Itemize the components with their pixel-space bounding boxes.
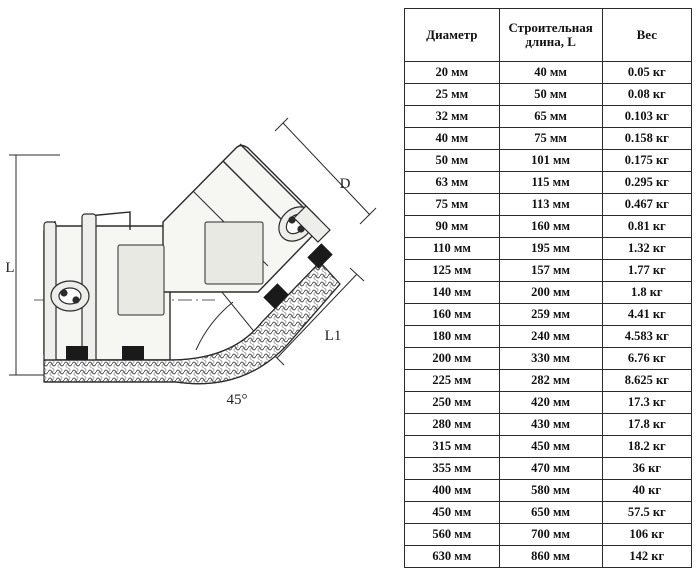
spec-table-container [404,8,692,568]
cell-length: 50 мм [499,84,602,106]
cell-diameter: 50 мм [405,150,500,172]
cell-length: 450 мм [499,436,602,458]
table-row [405,150,692,172]
cell-weight: 17.8 кг [602,414,691,436]
cell-weight: 106 кг [602,524,691,546]
table-row [405,282,692,304]
cell-diameter: 32 мм [405,106,500,128]
cell-length: 580 мм [499,480,602,502]
dimension-label-l: L [5,260,15,276]
cell-weight: 40 кг [602,480,691,502]
cell-diameter: 160 мм [405,304,500,326]
table-row [405,480,692,502]
cell-diameter: 90 мм [405,216,500,238]
cell-length: 195 мм [499,238,602,260]
cell-weight: 6.76 кг [602,348,691,370]
cell-weight: 0.467 кг [602,194,691,216]
cell-weight: 1.77 кг [602,260,691,282]
cell-weight: 0.295 кг [602,172,691,194]
cell-length: 75 мм [499,128,602,150]
cell-diameter: 25 мм [405,84,500,106]
cell-weight: 0.81 кг [602,216,691,238]
cell-length: 113 мм [499,194,602,216]
cell-diameter: 280 мм [405,414,500,436]
table-row [405,502,692,524]
table-row [405,458,692,480]
cell-diameter: 315 мм [405,436,500,458]
cell-weight: 0.08 кг [602,84,691,106]
cell-weight: 4.583 кг [602,326,691,348]
cell-weight: 57.5 кг [602,502,691,524]
cell-length: 860 мм [499,546,602,568]
table-row [405,106,692,128]
cell-length: 420 мм [499,392,602,414]
cell-length: 101 мм [499,150,602,172]
cell-weight: 4.41 кг [602,304,691,326]
cell-diameter: 180 мм [405,326,500,348]
cell-length: 157 мм [499,260,602,282]
cell-diameter: 355 мм [405,458,500,480]
cell-diameter: 40 мм [405,128,500,150]
cell-weight: 17.3 кг [602,392,691,414]
table-row [405,370,692,392]
spec-table [404,8,692,568]
table-row [405,304,692,326]
table-row [405,436,692,458]
cell-length: 240 мм [499,326,602,348]
cell-weight: 8.625 кг [602,370,691,392]
table-row [405,392,692,414]
cell-length: 115 мм [499,172,602,194]
header-length-line1: Строительная [508,20,593,36]
table-row [405,326,692,348]
header-length-line2: длина, L [525,34,576,49]
cell-weight: 18.2 кг [602,436,691,458]
cell-length: 282 мм [499,370,602,392]
table-row [405,128,692,150]
cell-diameter: 20 мм [405,62,500,84]
table-header-row [405,9,692,62]
table-row [405,524,692,546]
cell-diameter: 250 мм [405,392,500,414]
cell-diameter: 560 мм [405,524,500,546]
cell-diameter: 400 мм [405,480,500,502]
spec-table-head [405,9,692,62]
cell-length: 650 мм [499,502,602,524]
cell-length: 65 мм [499,106,602,128]
cell-diameter: 110 мм [405,238,500,260]
cell-diameter: 200 мм [405,348,500,370]
cell-length: 160 мм [499,216,602,238]
cell-diameter: 125 мм [405,260,500,282]
header-weight: Вес [602,9,691,62]
cell-length: 700 мм [499,524,602,546]
cell-diameter: 450 мм [405,502,500,524]
cell-length: 200 мм [499,282,602,304]
cell-weight: 0.158 кг [602,128,691,150]
table-row [405,216,692,238]
cell-weight: 36 кг [602,458,691,480]
cell-weight: 142 кг [602,546,691,568]
dimension-label-l1: L1 [324,328,342,344]
angle-label: 45° [226,392,248,408]
table-row [405,194,692,216]
cell-length: 430 мм [499,414,602,436]
table-row [405,84,692,106]
table-row [405,260,692,282]
cell-weight: 0.05 кг [602,62,691,84]
header-diameter: Диаметр [405,9,500,62]
cell-weight: 1.8 кг [602,282,691,304]
cell-length: 259 мм [499,304,602,326]
header-length [499,9,602,62]
dimension-label-d: D [339,176,351,192]
table-row [405,62,692,84]
table-row [405,238,692,260]
cell-weight: 0.103 кг [602,106,691,128]
cell-diameter: 75 мм [405,194,500,216]
cell-diameter: 225 мм [405,370,500,392]
table-row [405,172,692,194]
cell-length: 470 мм [499,458,602,480]
table-row [405,414,692,436]
cell-weight: 0.175 кг [602,150,691,172]
cell-diameter: 63 мм [405,172,500,194]
fusion-terminal-left [51,281,89,311]
cell-weight: 1.32 кг [602,238,691,260]
cell-diameter: 630 мм [405,546,500,568]
spec-table-body [405,62,692,568]
cell-length: 330 мм [499,348,602,370]
cell-length: 40 мм [499,62,602,84]
table-row [405,348,692,370]
cell-diameter: 140 мм [405,282,500,304]
table-row [405,546,692,568]
